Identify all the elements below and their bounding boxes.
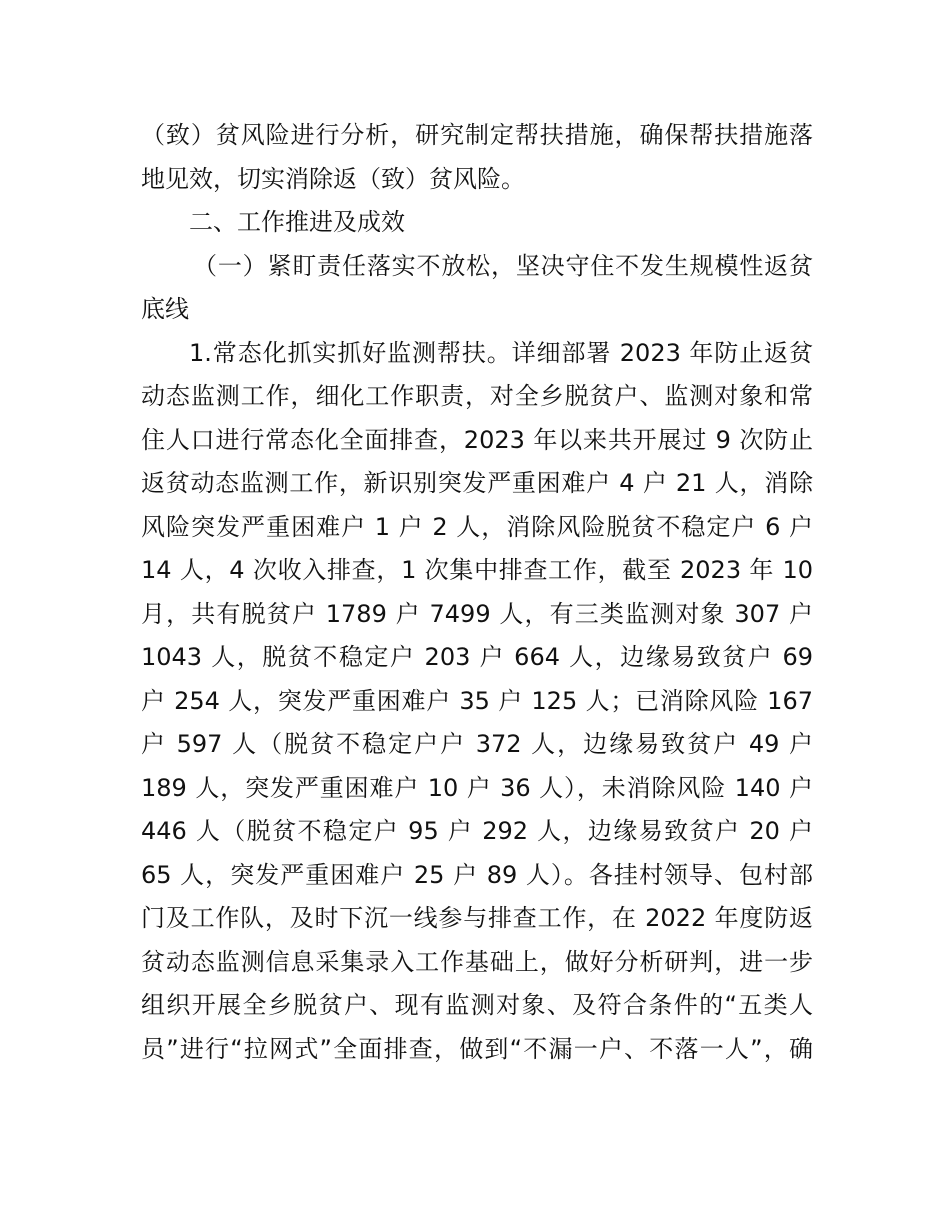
text-line: 风险突发严重困难户 1 户 2 人，消除风险脱贫不稳定户 6 户 <box>141 512 813 541</box>
continued-paragraph <box>141 114 813 201</box>
section-heading <box>141 201 813 245</box>
subsection-heading <box>141 245 813 332</box>
text-line: （致）贫风险进行分析，研究制定帮扶措施，确保帮扶措施落 <box>141 121 813 149</box>
text-line: 员”进行“拉网式”全面排查，做到“不漏一户、不落一人”，确 <box>141 1034 813 1063</box>
text-line: 地见效，切实消除返（致）贫风险。 <box>141 164 525 193</box>
text-line: 住人口进行常态化全面排查，2023 年以来共开展过 9 次防止 <box>141 425 813 454</box>
text-line: 1.常态化抓实抓好监测帮扶。详细部署 2023 年防止返贫 <box>189 338 813 367</box>
text-line: 月，共有脱贫户 1789 户 7499 人，有三类监测对象 307 户 <box>141 599 813 628</box>
text-line: 组织开展全乡脱贫户、现有监测对象、及符合条件的“五类人 <box>141 991 813 1019</box>
text-line: 户 597 人（脱贫不稳定户户 372 人，边缘易致贫户 49 户 <box>141 730 813 758</box>
text-line: 14 人，4 次收入排查，1 次集中排查工作，截至 2023 年 10 <box>141 556 813 584</box>
text-line: 446 人（脱贫不稳定户 95 户 292 人，边缘易致贫户 20 户 <box>141 817 813 845</box>
text-line: 动态监测工作，细化工作职责，对全乡脱贫户、监测对象和常 <box>141 382 813 410</box>
text-line: 1043 人，脱贫不稳定户 203 户 664 人，边缘易致贫户 69 <box>141 643 813 671</box>
text-line: 贫动态监测信息采集录入工作基础上，做好分析研判，进一步 <box>141 947 813 976</box>
section-heading-text: 二、工作推进及成效 <box>189 208 405 236</box>
subsection-heading-text: （一）紧盯责任落实不放松，坚决守住不发生规模性返贫 <box>193 251 813 280</box>
text-line: 返贫动态监测工作，新识别突发严重困难户 4 户 21 人，消除 <box>141 469 813 497</box>
subsection-heading-text: 底线 <box>141 295 189 323</box>
text-line: 户 254 人，突发严重困难户 35 户 125 人；已消除风险 167 <box>141 686 813 715</box>
text-line: 189 人，突发严重困难户 10 户 36 人），未消除风险 140 户 <box>141 773 813 802</box>
text-line: 65 人，突发严重困难户 25 户 89 人）。各挂村领导、包村部 <box>141 860 813 889</box>
text-line: 门及工作队，及时下沉一线参与排查工作，在 2022 年度防返 <box>141 904 813 932</box>
body-paragraph <box>141 332 813 1072</box>
document-body <box>141 114 813 1071</box>
